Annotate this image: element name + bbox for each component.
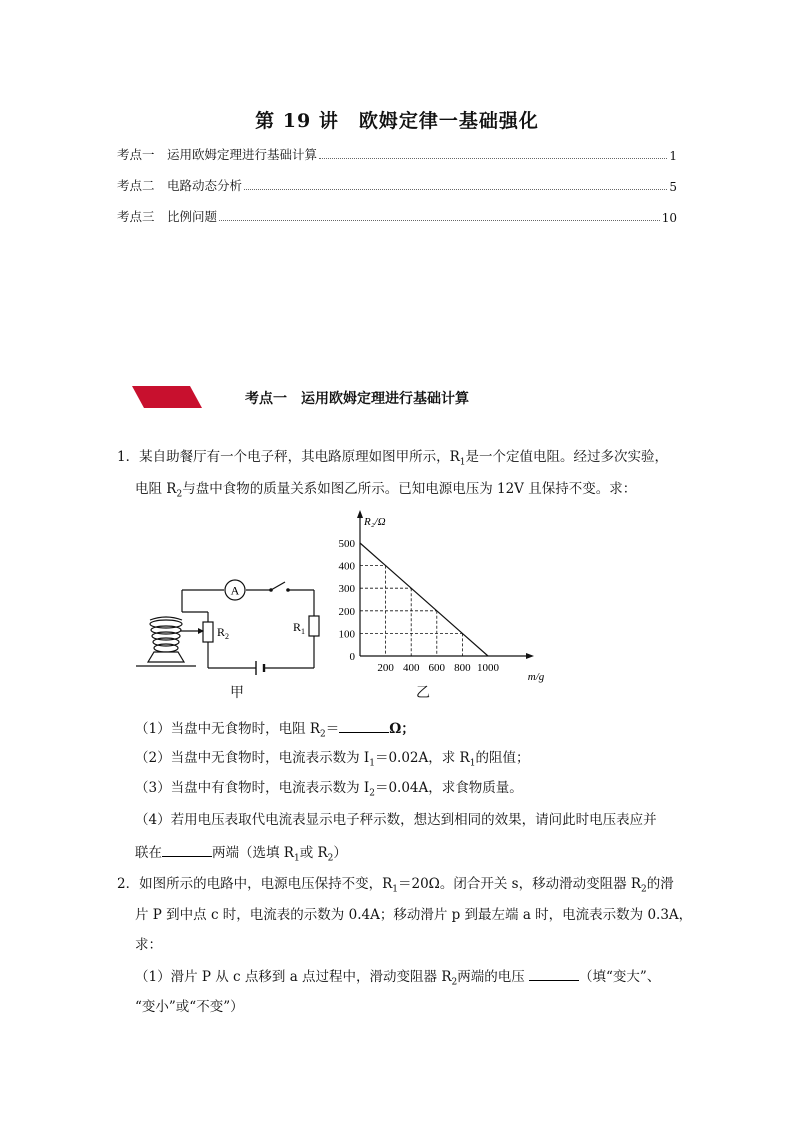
q1-sub1: （1）当盘中无食物时，电阻 $R_2= \Omega$； (135, 718, 700, 745)
r2-label: $R_2$ (217, 625, 230, 641)
toc-label: 考点一 运用欧姆定理进行基础计算 (117, 147, 318, 162)
y-axis-arrow-icon (357, 510, 363, 518)
answer-blank[interactable] (339, 718, 389, 733)
resistor-r2-icon (203, 622, 213, 642)
q2-line3: 求： (135, 937, 162, 953)
answer-blank[interactable] (162, 842, 212, 857)
y-tick-label: 500 (338, 538, 355, 550)
y-tick-label: 200 (338, 605, 355, 618)
q1-sub4-line1: （4）若用电压表取代电流表显示电子秤示数，想达到相同的效果，请问此时电压表应并 (135, 812, 657, 828)
x-tick-label: 800 (454, 662, 471, 674)
toc-page: 1 (669, 149, 677, 163)
toc-label: 考点二 电路动态分析 (117, 178, 243, 193)
ammeter-label: A (230, 583, 240, 598)
resistor-r1-icon (309, 616, 319, 636)
q1-sub3: （3）当盘中有食物时，电流表示数为 $I_2=0.04A$，求食物质量。 (135, 780, 523, 799)
x-tick-label: 400 (402, 662, 420, 674)
q2-line2: 片 P 到中点 c 时，电流表的示数为 0.4A；移动滑片 p 到最左端 a 时，电流表示数为 0.3A， (135, 907, 693, 923)
r1-label: $R_1$ (293, 620, 306, 636)
toc-page: 5 (669, 180, 677, 194)
toc-label: 考点三 比例问题 (117, 209, 218, 224)
toc-leader (319, 158, 667, 159)
x-tick-label: 200 (377, 662, 394, 674)
section-title: 考点一 运用欧姆定理进行基础计算 (245, 391, 469, 407)
toc-leader (219, 220, 660, 221)
q2-sub1-line2: “变小”或“不变”） (135, 999, 244, 1015)
switch-contact-icon (269, 588, 273, 592)
data-series-line (360, 543, 488, 656)
q1-line2: 电阻 $R_2$与盘中食物的质量关系如图乙所示。已知电源电压为 12V 且保持不变。求： (135, 481, 637, 500)
x-axis-label: m/g (527, 671, 545, 683)
resistance-mass-chart (330, 508, 545, 688)
q1-sub2: （2）当盘中无食物时，电流表示数为 $I_1=0.02A$，求 $R_1$的阻值； (135, 750, 530, 769)
q2-line1: 2．如图所示的电路中，电源电压保持不变，$R_1=20\Omega$。闭合开关 s，移动滑动变阻器 $R_2$的滑 (117, 876, 674, 895)
x-tick-label: 600 (428, 662, 446, 674)
y-tick-label: 0 (349, 651, 355, 663)
q1-line1: 1．某自助餐厅有一个电子秤，其电路原理如图甲所示，$R_1$是一个定值电阻。经过多次实验， (117, 449, 668, 468)
figure-caption-yi: 乙 (416, 685, 430, 701)
spring-scale-icon (136, 617, 196, 666)
page-title: 第 19 讲 欧姆定律一基础强化 (255, 110, 539, 132)
ammeter-icon (225, 580, 245, 600)
q1-sub4-line2: 联在 两端（选填 $R_1$或 $R_2$） (135, 842, 700, 869)
answer-blank[interactable] (529, 966, 579, 981)
y-axis-label: R₂/Ω (364, 516, 386, 528)
toc-row-3[interactable] (117, 207, 677, 225)
toc-row-2[interactable] (117, 176, 677, 194)
switch-contact-icon (286, 588, 290, 592)
circuit-diagram (128, 570, 328, 700)
figure-caption-jia: 甲 (230, 685, 244, 701)
toc-leader (244, 189, 667, 190)
y-tick-label: 100 (338, 628, 355, 641)
x-axis-arrow-icon (526, 653, 534, 659)
toc-row-1[interactable] (117, 145, 677, 163)
y-tick-label: 300 (338, 583, 355, 596)
y-tick-label: 400 (338, 560, 355, 573)
x-tick-label: 1000 (477, 662, 499, 674)
toc-page: 10 (661, 211, 677, 225)
section-marker-bar (132, 386, 202, 408)
q2-sub1: （1）滑片 P 从 c 点移到 a 点过程中，滑动变阻器 $R_2$两端的电压 （填“变大”、 (135, 966, 700, 993)
